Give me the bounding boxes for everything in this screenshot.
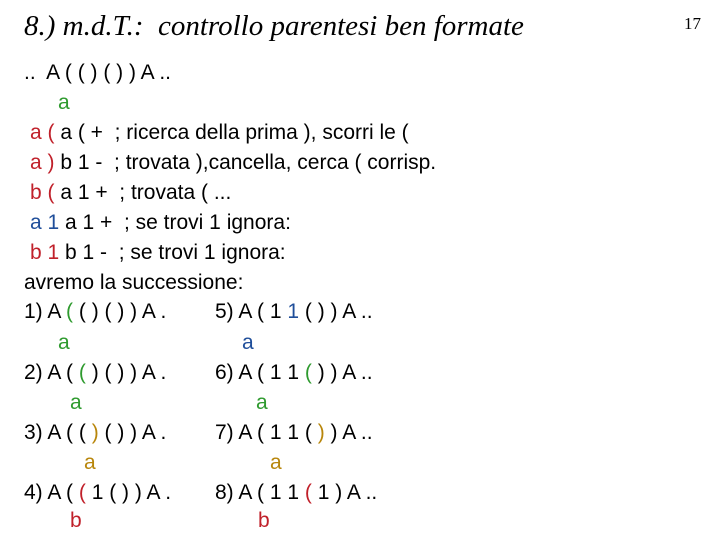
l-st-3 (84, 450, 96, 476)
l-st-6 (256, 390, 268, 416)
l-seq-5-seg-1: 1 (287, 300, 300, 323)
l-st-4 (70, 508, 82, 534)
l-seq-3 (24, 420, 172, 446)
l-rule-4 (30, 210, 291, 236)
l-st-6-seg-0: a (256, 391, 268, 414)
l-st-4-seg-0: b (70, 509, 82, 532)
l-rule-2-seg-0: a ) (30, 151, 61, 174)
l-state-a (58, 90, 70, 116)
l-state-a-seg-0: a (58, 91, 70, 114)
l-rule-5 (30, 240, 286, 266)
l-seq-3-seg-0: 3) A ( ( (24, 421, 92, 444)
l-rule-2-seg-1: b 1 - ; trovata ),cancella, cerca ( corrisp. (60, 151, 437, 174)
l-st-8-seg-0: b (258, 509, 270, 532)
l-rule-3-seg-0: b ( (30, 181, 61, 204)
l-seq-4-seg-1: ( (78, 481, 86, 504)
l-seq-2-seg-0: 2) A ( (24, 361, 79, 384)
l-seq-5-seg-2: ( ) ) A .. (299, 300, 373, 323)
l-rule-1-seg-1: a ( + ; ricerca della prima ), scorri le ( (60, 121, 409, 144)
page-number: 17 (684, 14, 701, 33)
l-seq-7-seg-1: ) (317, 421, 325, 444)
l-rule-4-seg-1: a 1 + ; se trovi 1 ignora: (65, 211, 291, 234)
l-seq-8-seg-2: 1 ) A .. (311, 481, 378, 504)
l-seq-6-seg-0: 6) A ( 1 1 (215, 361, 305, 384)
l-st-7-seg-0: a (270, 451, 282, 474)
l-seq-3-seg-1: ) (91, 421, 99, 444)
l-seq-3-seg-2: ( ) ) A . (98, 421, 173, 444)
l-avremo (24, 270, 243, 296)
l-seq-1-seg-0: 1) A (24, 300, 67, 323)
l-seq-2 (24, 360, 172, 386)
l-avremo-seg-0: avremo la successione: (24, 271, 244, 294)
l-st-1-seg-0: a (58, 331, 70, 354)
l-st-5 (242, 330, 254, 356)
l-st-7 (270, 450, 282, 476)
l-seq-1-seg-2: ( ) ( ) ) A . (73, 300, 173, 323)
l-st-3-seg-0: a (84, 451, 96, 474)
l-seq-7-seg-0: 7) A ( 1 1 ( (215, 421, 318, 444)
l-seq-6-seg-1: ( (304, 361, 312, 384)
l-seq-8 (215, 480, 377, 506)
l-seq-4-seg-0: 4) A ( (24, 481, 79, 504)
l-seq-5-seg-0: 5) A ( 1 (215, 300, 288, 323)
l-st-8 (258, 508, 270, 534)
l-rule-4-seg-0: a 1 (30, 211, 66, 234)
slide-title: 8.) m.d.T.: controllo parentesi ben formate (24, 10, 524, 42)
l-seq-1-seg-1: ( (66, 300, 74, 323)
l-seq-4-seg-2: 1 ( ) ) A . (85, 481, 177, 504)
l-rule-5-seg-0: b 1 (30, 241, 66, 264)
l-rule-5-seg-1: b 1 - ; se trovi 1 ignora: (65, 241, 286, 264)
l-header-string (24, 60, 171, 86)
l-seq-1 (24, 299, 172, 325)
l-rule-3-seg-1: a 1 + ; trovata ( ... (60, 181, 232, 204)
l-st-2 (70, 390, 82, 416)
l-seq-8-seg-0: 8) A ( 1 1 (215, 481, 305, 504)
l-seq-8-seg-1: ( (304, 481, 312, 504)
l-st-5-seg-0: a (242, 331, 254, 354)
l-rule-1 (30, 120, 409, 146)
l-rule-1-seg-0: a ( (30, 121, 61, 144)
l-st-1 (58, 330, 70, 356)
l-st-2-seg-0: a (70, 391, 82, 414)
l-seq-2-seg-2: ) ( ) ) A . (85, 361, 173, 384)
l-seq-5 (215, 299, 373, 325)
l-seq-6 (215, 360, 373, 386)
l-seq-7 (215, 420, 373, 446)
l-rule-3 (30, 180, 231, 206)
l-rule-2 (30, 150, 436, 176)
l-seq-4 (24, 480, 177, 506)
l-seq-2-seg-1: ( (78, 361, 86, 384)
l-seq-7-seg-2: ) A .. (324, 421, 373, 444)
l-header-string-seg-0: .. A ( ( ) ( ) ) A .. (24, 61, 172, 84)
l-seq-6-seg-2: ) ) A .. (311, 361, 373, 384)
